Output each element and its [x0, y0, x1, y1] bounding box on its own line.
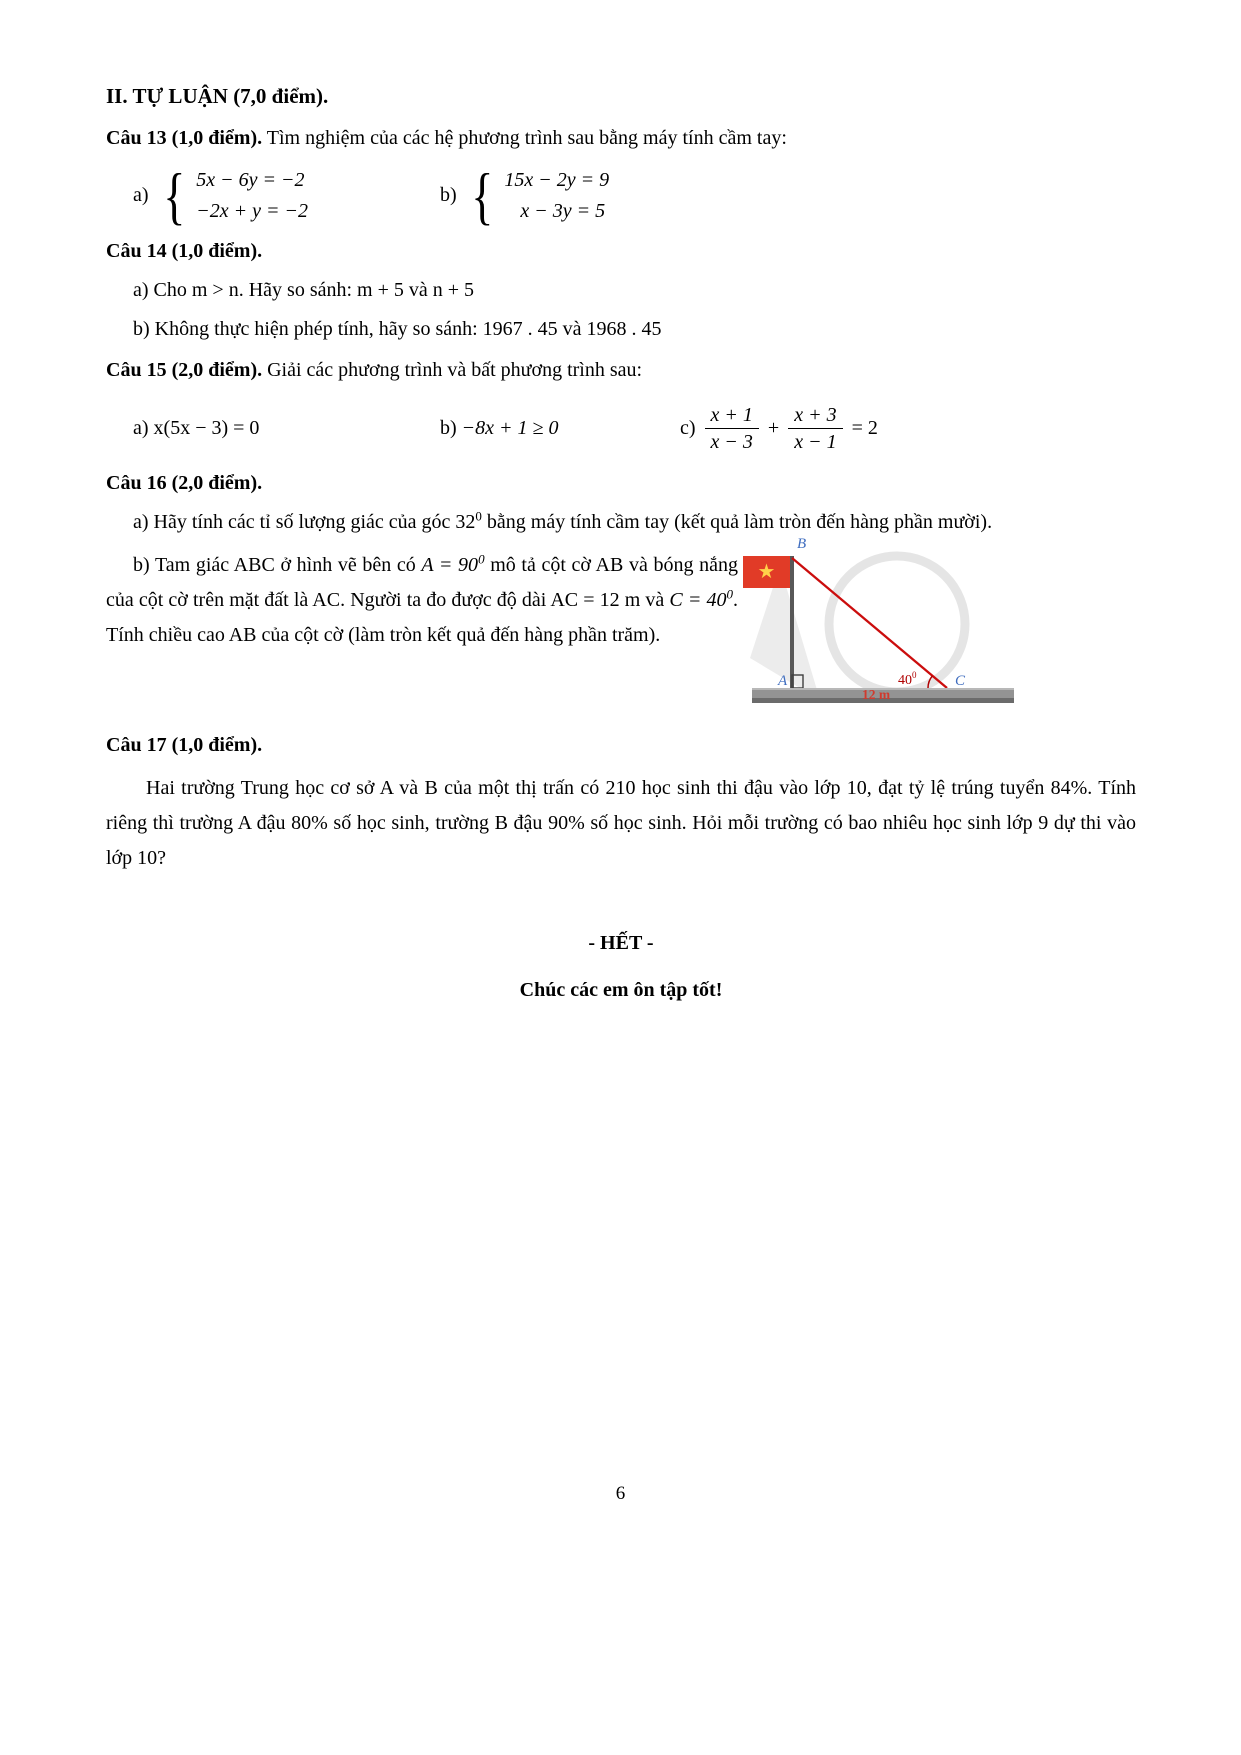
q13-intro: Tìm nghiệm của các hệ phương trình sau bằng máy tính cầm tay: [262, 126, 787, 149]
plus-sign: + [767, 417, 780, 440]
flagpole-figure [738, 534, 1136, 712]
q16a-text: a) Hãy tính các tỉ số lượng giác của góc 32 [133, 510, 476, 533]
math-inline [669, 586, 733, 611]
superscript: 0 [478, 551, 485, 567]
q13-system-b [440, 159, 610, 231]
equation: x − 3y = 5 [520, 199, 606, 222]
angle-value: 40 [898, 672, 912, 688]
fraction-1 [705, 402, 759, 455]
equation: 15x − 2y = 9 [504, 168, 610, 191]
section-title: II. TỰ LUẬN (7,0 điểm). [106, 84, 329, 108]
q13-system-b-equations [504, 165, 609, 227]
vertex-label-A: A [778, 672, 788, 689]
q14-heading [106, 234, 1136, 269]
hypotenuse-line [792, 558, 947, 688]
q15-item-b-label: b) [440, 417, 457, 440]
q15-items [106, 398, 1136, 460]
q13-system-b-label: b) [440, 184, 457, 207]
q15-label: Câu 15 (2,0 điểm). [106, 358, 263, 381]
q16b-text: mô tả cột cờ AB và bóng nắng của cột cờ trên mặt đất là AC. Người ta đo được độ dài AC = 12 m và [106, 553, 738, 611]
q15-item-a-label: a) [133, 417, 149, 440]
q13-system-a-equations [196, 165, 308, 227]
q13-system-a [133, 159, 440, 231]
closing-wish: Chúc các em ôn tập tốt! [519, 978, 723, 1001]
figure-decor-ring [829, 556, 965, 692]
q16-label: Câu 16 (2,0 điểm). [106, 471, 263, 494]
q15-item-c-label: c) [680, 417, 696, 440]
fraction-numerator: x + 3 [788, 402, 842, 429]
q13-heading [106, 121, 1136, 156]
left-brace: { [470, 159, 494, 231]
left-brace: { [162, 159, 185, 231]
q14-item-b: b) Không thực hiện phép tính, hãy so sánh: 1967 . 45 và 1968 . 45 [133, 317, 662, 340]
page-content [106, 78, 1136, 1008]
q15-item-c [680, 402, 878, 455]
q13-label: Câu 13 (1,0 điểm). [106, 126, 263, 149]
angle-superscript: 0 [912, 669, 917, 680]
q16b-text: . Tính chiều cao AB của cột cờ (làm tròn kết quả đến hàng phần trăm). [106, 588, 738, 646]
flagpole-figure-svg [742, 534, 1024, 712]
math-text: C = 40 [669, 588, 727, 611]
q16-heading [106, 466, 1136, 501]
q16b-text: b) Tam giác ABC ở hình vẽ bên có [133, 553, 422, 576]
math-inline [421, 551, 485, 576]
fraction-numerator: x + 1 [705, 402, 759, 429]
fraction-2 [788, 402, 842, 455]
superscript: 0 [475, 508, 482, 524]
vertex-label-C: C [955, 672, 966, 689]
ground-length-label: 12 m [862, 686, 891, 702]
vertex-label-B: B [797, 535, 807, 552]
q16a-text: bằng máy tính cầm tay (kết quả làm tròn đến hàng phần mười). [481, 510, 993, 533]
flag-star-icon: ★ [757, 560, 776, 583]
end-marker: - HẾT - [588, 931, 654, 954]
q13-systems [106, 159, 1136, 231]
equation: −2x + y = −2 [196, 199, 309, 222]
equation: 5x − 6y = −2 [196, 168, 305, 191]
fraction-denominator: x − 1 [794, 431, 837, 454]
q14-item-a: a) Cho m > n. Hãy so sánh: m + 5 và n + 5 [133, 278, 475, 301]
q13-system-a-label: a) [133, 184, 149, 207]
q17-label: Câu 17 (1,0 điểm). [106, 733, 263, 756]
fraction-denominator: x − 3 [710, 431, 753, 454]
q15-intro: Giải các phương trình và bất phương trình sau: [262, 358, 643, 381]
q15-item-a [133, 411, 440, 446]
superscript: 0 [726, 586, 733, 602]
q15-item-b [440, 411, 680, 446]
q16-part-b [106, 535, 1136, 702]
equation: x(5x − 3) = 0 [153, 417, 260, 440]
math-text: A = 90 [421, 553, 479, 576]
q17-heading [106, 712, 1136, 763]
q16-part-a [106, 505, 1136, 540]
q14-label: Câu 14 (1,0 điểm). [106, 239, 263, 262]
q15-heading [106, 353, 1136, 388]
page-number: 6 [615, 1483, 626, 1504]
equation-rhs: = 2 [851, 417, 878, 440]
q17-paragraph: Hai trường Trung học cơ sở A và B của một thị trấn có 210 học sinh thi đậu vào lớp 10, đạt tỷ lệ trúng tuyển 84%. Tính riêng thì trường A đậu 80% số học sinh, trường B đậu 90% số học sinh. Hỏi mỗi trường có bao nhiêu học sinh lớp 9 dự thi vào lớp 10? [106, 776, 1136, 869]
equation: −8x + 1 ≥ 0 [461, 417, 559, 440]
